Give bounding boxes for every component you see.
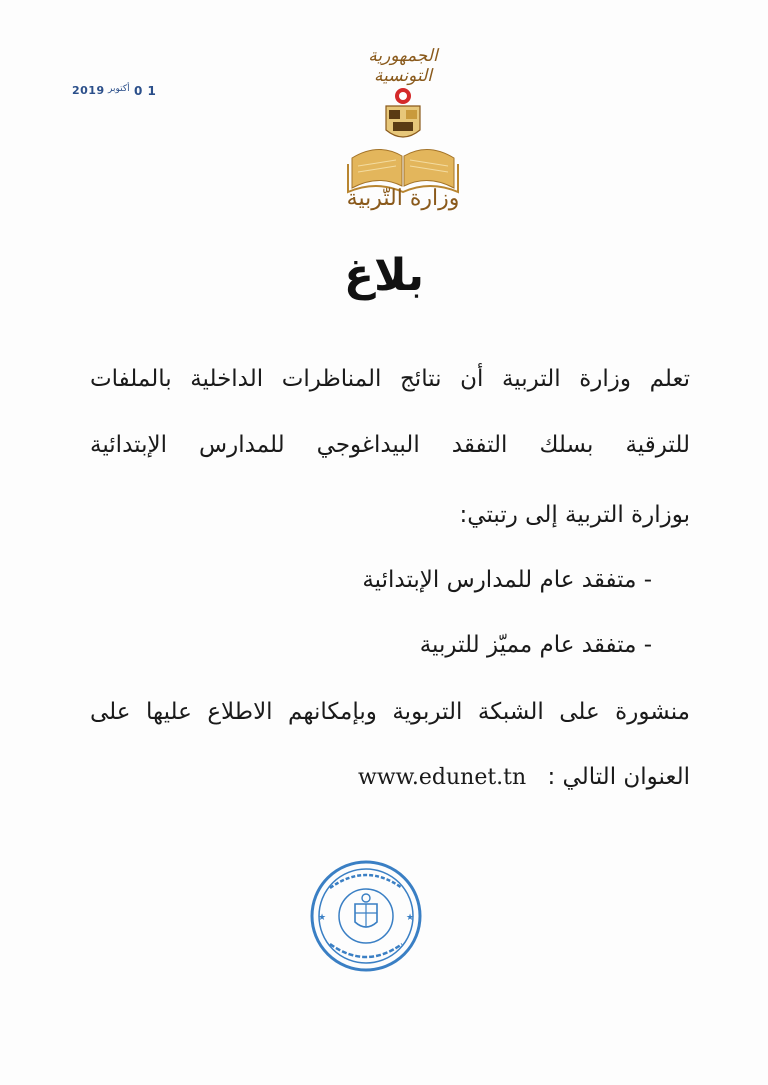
republic-name: الجمهورية التونسية [368, 46, 438, 86]
official-seal [308, 858, 424, 974]
svg-text:★: ★ [318, 913, 327, 923]
address-label: العنوان التالي : [547, 764, 690, 790]
body-line-6: منشورة على الشبكة التربوية وبإمكانهم الاطلاع عليها على [90, 699, 690, 725]
list-item-inspector-primary: - متفقد عام للمدارس الإبتدائية [362, 567, 652, 593]
svg-text:★: ★ [406, 913, 415, 923]
body-line-3: بوزارة التربية إلى رتبتي: [459, 502, 690, 528]
announcement-title: بلاغ [344, 250, 424, 301]
list-item-inspector-distinguished: - متفقد عام مميّز للتربية [419, 632, 652, 658]
body-line-2: للترقية بسلك التفقد البيداغوجي للمدارس الإبتدائية [90, 432, 690, 458]
body-line-7 [358, 760, 690, 794]
website-link[interactable]: www.edunet.tn [358, 765, 527, 790]
date-day: 0 1 [134, 84, 157, 98]
date-month: أكتوبر [108, 84, 130, 94]
ministry-name: وزارة التّربية [346, 186, 460, 211]
date-year: 2019 [72, 84, 105, 97]
date-stamp [72, 82, 162, 102]
seal-stamp-icon [308, 858, 424, 974]
body-line-1: تعلم وزارة التربية أن نتائج المناظرات الداخلية بالملفات [90, 366, 690, 392]
